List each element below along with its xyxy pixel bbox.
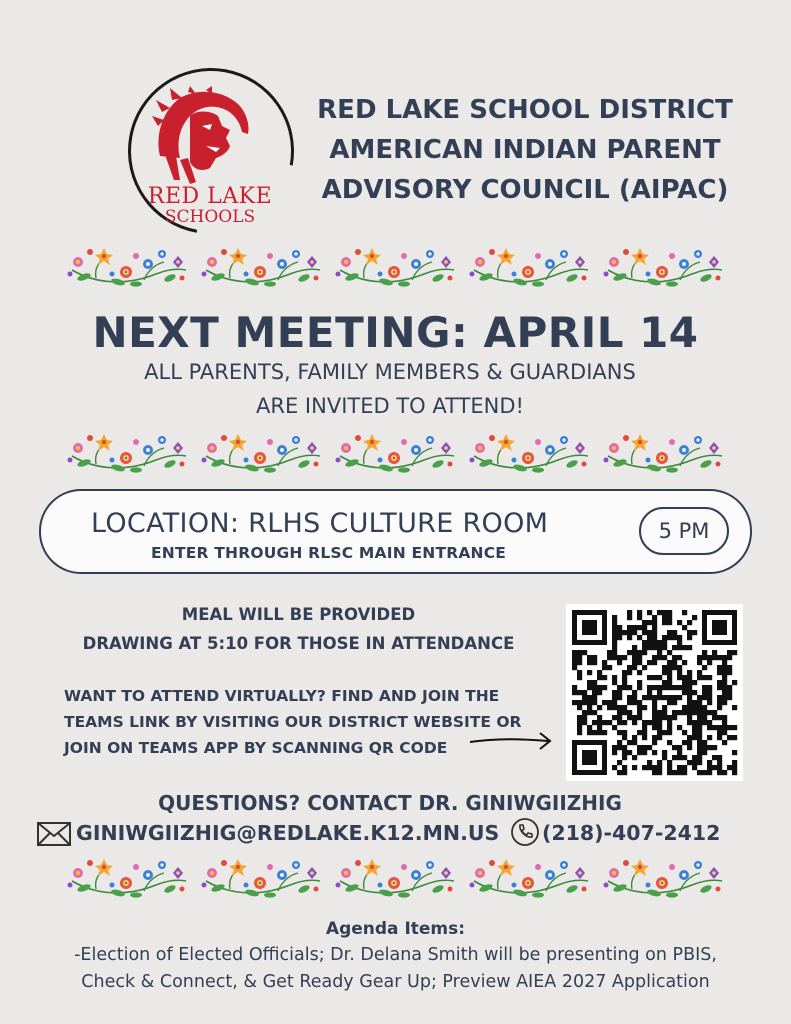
agenda-heading: Agenda Items:	[325, 919, 466, 939]
next-meeting-headline: NEXT MEETING: APRIL 14	[92, 308, 699, 357]
agenda-line-2: Check & Connect, & Get Ready Gear Up; Preview AIEA 2027 Application	[81, 972, 710, 992]
floral-motif-icon	[334, 855, 458, 899]
floral-motif-icon	[66, 855, 190, 899]
phone-icon	[510, 817, 540, 847]
floral-motif-icon	[200, 430, 324, 474]
contact-phone-link[interactable]: (218)-407-2412	[542, 821, 721, 845]
floral-motif-icon	[334, 430, 458, 474]
logo-text-red-lake: RED LAKE	[147, 184, 273, 209]
floral-band-top	[66, 244, 726, 288]
chief-head-icon	[150, 86, 260, 186]
qr-finder-pattern	[575, 613, 605, 643]
floral-motif-icon	[334, 244, 458, 288]
floral-motif-icon	[602, 244, 726, 288]
questions-heading: QUESTIONS? CONTACT DR. GINIWGIIZHIG	[158, 791, 622, 815]
contact-email-link[interactable]: GINIWGIIZHIG@REDLAKE.K12.MN.US	[76, 821, 500, 845]
virtual-line: TEAMS LINK BY VISITING OUR DISTRICT WEBSITE OR	[64, 713, 522, 731]
virtual-line: JOIN ON TEAMS APP BY SCANNING QR CODE	[64, 739, 448, 757]
qr-finder-pattern	[575, 743, 605, 773]
location-subtitle: ENTER THROUGH RLSC MAIN ENTRANCE	[151, 544, 507, 562]
floral-motif-icon	[200, 855, 324, 899]
floral-motif-icon	[66, 244, 190, 288]
time-badge: 5 PM	[639, 507, 729, 555]
location-box	[39, 489, 752, 574]
floral-motif-icon	[66, 430, 190, 474]
qr-finder-pattern	[705, 613, 735, 643]
floral-motif-icon	[468, 244, 592, 288]
agenda-line-1: -Election of Elected Officials; Dr. Delana Smith will be presenting on PBIS,	[74, 945, 717, 965]
arrow-right-icon	[468, 730, 554, 752]
mail-icon	[36, 820, 72, 848]
floral-band-middle	[66, 430, 726, 474]
floral-motif-icon	[602, 855, 726, 899]
invite-line-2: ARE INVITED TO ATTEND!	[256, 394, 524, 418]
meal-notice: MEAL WILL BE PROVIDED	[181, 605, 416, 624]
location-title: LOCATION: RLHS CULTURE ROOM	[91, 508, 549, 539]
invite-line-1: ALL PARENTS, FAMILY MEMBERS & GUARDIANS	[144, 360, 636, 384]
floral-motif-icon	[200, 244, 324, 288]
qr-code[interactable]	[566, 604, 743, 781]
drawing-notice: DRAWING AT 5:10 FOR THOSE IN ATTENDANCE	[82, 634, 515, 653]
title-line: AMERICAN INDIAN PARENT	[329, 135, 721, 165]
floral-motif-icon	[468, 855, 592, 899]
title-line: RED LAKE SCHOOL DISTRICT	[317, 95, 733, 125]
red-lake-schools-logo	[128, 68, 292, 232]
floral-band-bottom	[66, 855, 726, 899]
floral-motif-icon	[602, 430, 726, 474]
floral-motif-icon	[468, 430, 592, 474]
council-title	[300, 90, 750, 210]
virtual-line: WANT TO ATTEND VIRTUALLY? FIND AND JOIN THE	[64, 687, 500, 705]
title-line: ADVISORY COUNCIL (AIPAC)	[321, 175, 729, 205]
logo-text-schools: SCHOOLS	[164, 207, 256, 227]
